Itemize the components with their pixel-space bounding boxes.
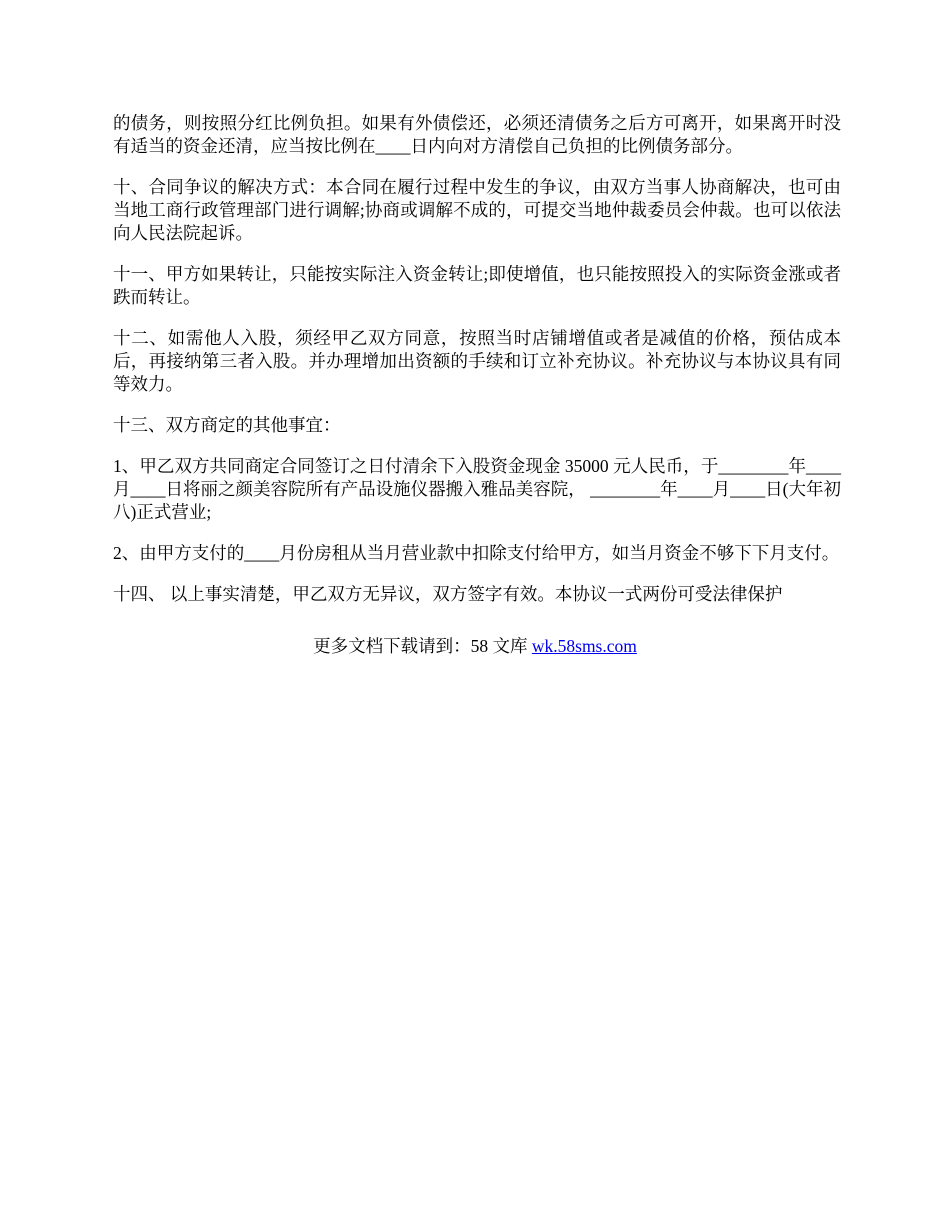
paragraph-new-shareholder: 十二、如需他人入股，须经甲乙双方同意，按照当时店铺增值或者是减值的价格，预估成本后，再接纳第三者入股。并办理增加出资额的手续和订立补充协议。补充协议与本协议具有同等效力。 [113,328,841,394]
document-body [113,112,841,624]
paragraph-transfer: 十一、甲方如果转让，只能按实际注入资金转让;即使增值，也只能按照投入的实际资金涨或者跌而转让。 [113,264,841,307]
footer-link[interactable]: wk.58sms.com [531,636,637,656]
paragraph-other-matters-heading: 十三、双方商定的其他事宜： [113,415,341,435]
footer-text: 更多文档下载请到：58 文库 [313,636,532,656]
footer [0,635,950,658]
paragraph-debt-clause: 的债务，则按照分红比例负担。如果有外债偿还，必须还清债务之后方可离开，如果离开时没有适当的资金还清，应当按比例在____日内向对方清偿自己负担的比例债务部分。 [113,113,841,156]
paragraph-item-1: 1、甲乙双方共同商定合同签订之日付清余下入股资金现金 35000 元人民币，于________年____月____日将丽之颜美容院所有产品设施仪器搬入雅品美容院， ________年____月____日(大年初八)正式营业; [113,456,841,522]
paragraph-dispute-resolution: 十、合同争议的解决方式：本合同在履行过程中发生的争议，由双方当事人协商解决，也可由当地工商行政管理部门进行调解;协商或调解不成的，可提交当地仲裁委员会仲裁。也可以依法向人民法院起诉。 [113,177,841,243]
paragraph-clause-14: 十四、 以上事实清楚，甲乙双方无异议，双方签字有效。本协议一式两份可受法律保护 [113,584,783,604]
paragraph-item-2: 2、由甲方支付的____月份房租从当月营业款中扣除支付给甲方，如当月资金不够下下月支付。 [113,543,840,563]
